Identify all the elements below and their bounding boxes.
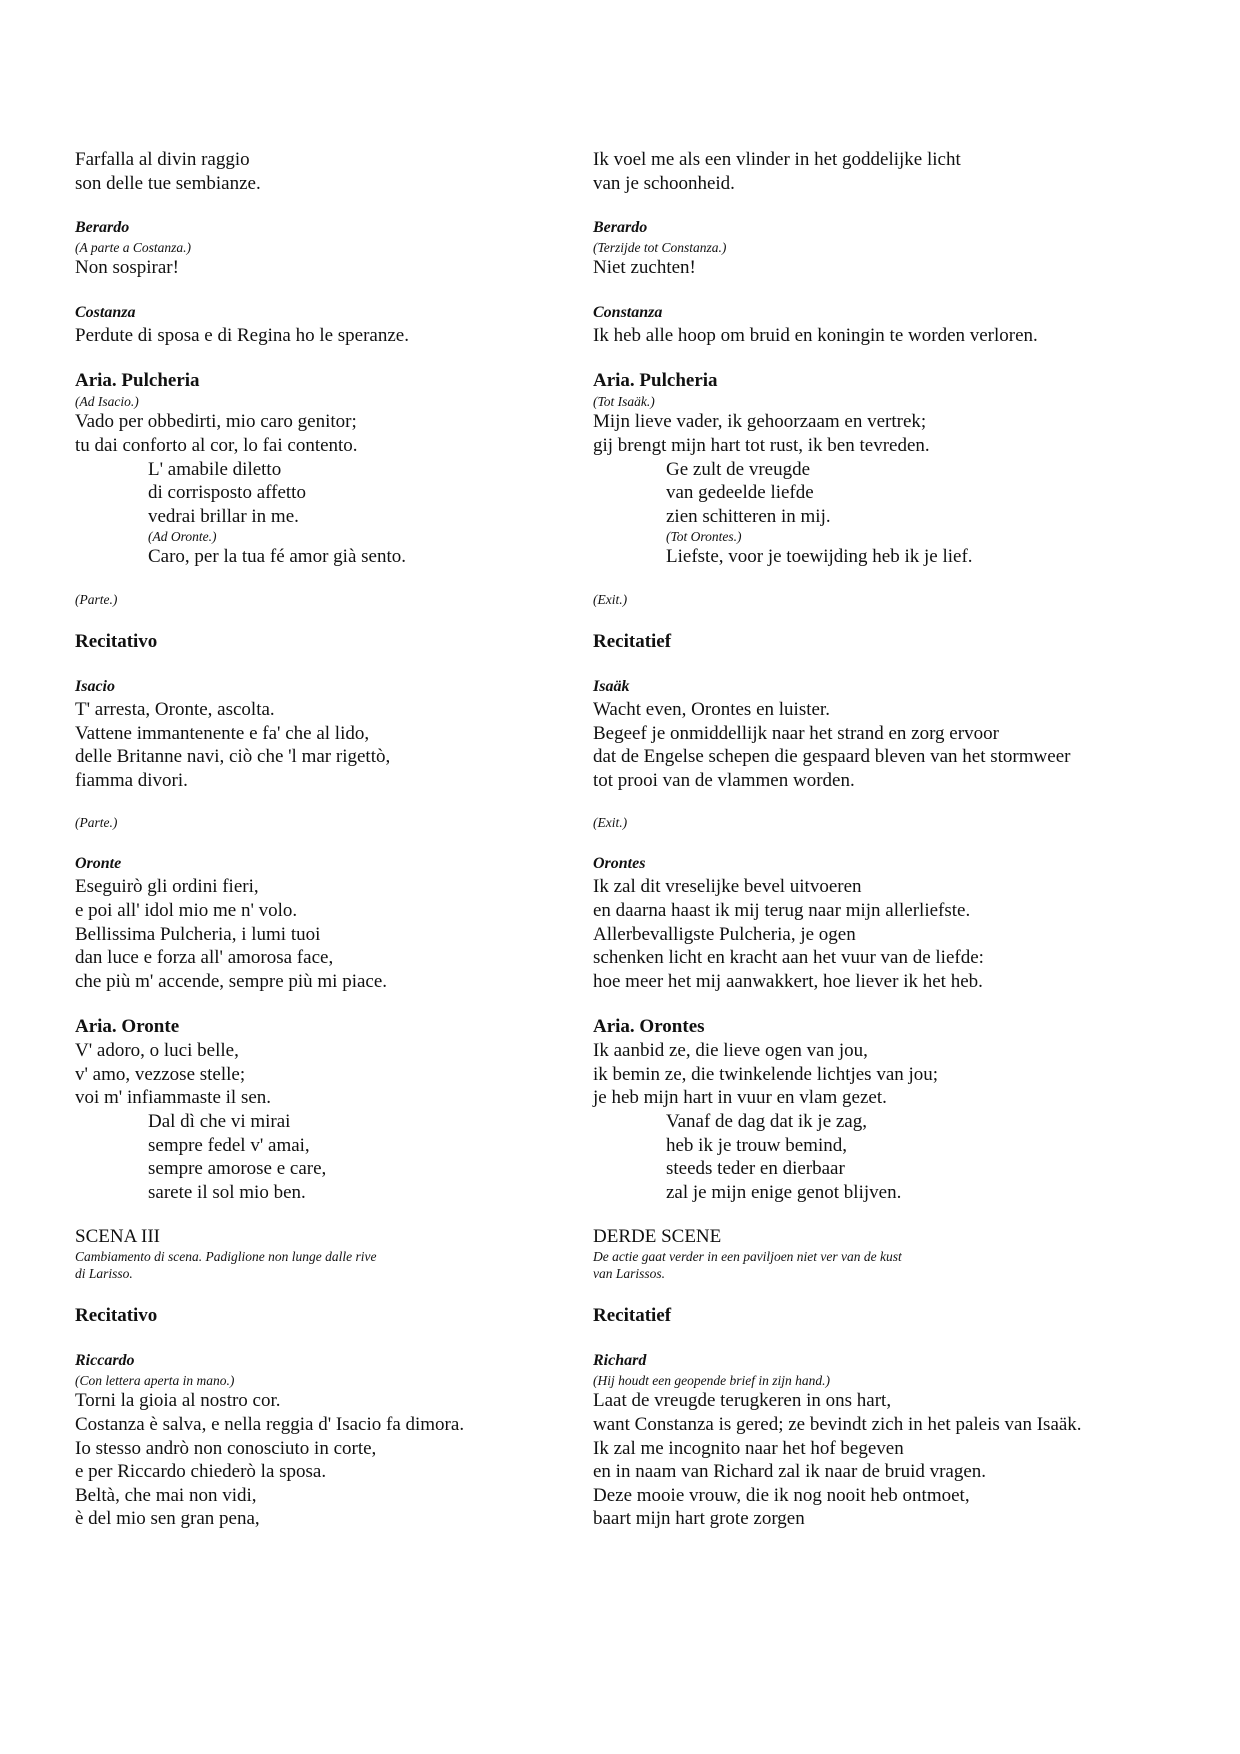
verse-line: gij brengt mijn hart tot rust, ik ben tevreden. — [593, 434, 930, 456]
section-block — [593, 1304, 1193, 1328]
verse-line: Ge zult de vreugde — [666, 458, 811, 480]
speech-block — [75, 676, 575, 792]
stage-direction: (Ad Oronte.) — [148, 529, 217, 545]
verse-line: che più m' accende, sempre più mi piace. — [75, 970, 388, 992]
verse-line: heb ik je trouw bemind, — [666, 1134, 847, 1156]
scene-direction: di Larisso. — [75, 1266, 133, 1282]
aria-heading: Aria. Pulcheria — [75, 370, 200, 392]
verse-line: V' adoro, o luci belle, — [75, 1040, 239, 1062]
verse-line: Bellissima Pulcheria, i lumi tuoi — [75, 923, 321, 945]
aria-heading: Aria. Orontes — [593, 1016, 705, 1038]
verse-line: Torni la gioia al nostro cor. — [75, 1390, 281, 1412]
verse-line: Vado per obbedirti, mio caro genitor; — [75, 411, 357, 433]
stage-direction: (Exit.) — [593, 591, 628, 607]
verse-line: Deze mooie vrouw, die ik nog nooit heb ontmoet, — [593, 1484, 970, 1506]
section-block — [75, 630, 575, 654]
speaker-name: Berardo — [75, 219, 130, 237]
scene-block — [75, 1226, 575, 1282]
verse-line: Ik zal dit vreselijke bevel uitvoeren — [593, 876, 862, 898]
verse-line: tot prooi van de vlammen worden. — [593, 769, 855, 791]
scene-block — [593, 1226, 1193, 1282]
stage-direction: (Hij houdt een geopende brief in zijn hand.) — [593, 1373, 830, 1389]
aria-block — [75, 1015, 575, 1204]
verse-line: T' arresta, Oronte, ascolta. — [75, 698, 275, 720]
verse-line: è del mio sen gran pena, — [75, 1508, 260, 1530]
verse-line: Ik heb alle hoop om bruid en koningin te worden verloren. — [593, 324, 1038, 346]
stage-direction: (Exit.) — [593, 815, 628, 831]
section-heading: Recitatief — [593, 1305, 672, 1327]
exit-block — [593, 591, 1193, 608]
verse-line: Mijn lieve vader, ik gehoorzaam en vertrek; — [593, 411, 927, 433]
verse-line: Costanza è salva, e nella reggia d' Isacio fa dimora. — [75, 1414, 465, 1436]
section-heading: Recitativo — [75, 630, 158, 652]
verse-line: Io stesso andrò non conosciuto in corte, — [75, 1437, 377, 1459]
verse-line: Vanaf de dag dat ik je zag, — [666, 1111, 867, 1133]
verse-line: son delle tue sembianze. — [75, 172, 261, 194]
verse-line: vedrai brillar in me. — [148, 505, 299, 527]
stage-direction: (Con lettera aperta in mano.) — [75, 1373, 235, 1389]
verse-line: e per Riccardo chiederò la sposa. — [75, 1461, 327, 1483]
verse-line: en in naam van Richard zal ik naar de bruid vragen. — [593, 1461, 987, 1483]
speaker-name: Constanza — [593, 303, 663, 321]
verse-line: Begeef je onmiddellijk naar het strand en zorg ervoor — [593, 722, 999, 744]
verse-line: ik bemin ze, die twinkelende lichtjes van jou; — [593, 1063, 939, 1085]
stage-direction: (Parte.) — [75, 815, 118, 831]
verse-line: Farfalla al divin raggio — [75, 149, 250, 170]
verse-line: dat de Engelse schepen die gespaard bleven van het stormweer — [593, 746, 1071, 768]
verse-block — [593, 148, 1193, 195]
section-block — [75, 1304, 575, 1328]
section-block — [593, 630, 1193, 654]
scene-title: DERDE SCENE — [593, 1226, 722, 1248]
section-heading: Recitatief — [593, 630, 672, 652]
verse-line: Liefste, voor je toewijding heb ik je lief. — [666, 546, 973, 568]
speaker-name: Richard — [593, 1352, 647, 1370]
aria-block — [593, 1015, 1193, 1204]
verse-line: sempre fedel v' amai, — [148, 1134, 310, 1156]
verse-line: delle Britanne navi, ciò che 'l mar rigettò, — [75, 746, 391, 768]
verse-line: di corrisposto affetto — [148, 482, 306, 504]
verse-line: tu dai conforto al cor, lo fai contento. — [75, 434, 358, 456]
verse-line: zal je mijn enige genot blijven. — [666, 1181, 902, 1203]
speech-block — [75, 217, 575, 280]
verse-line: van je schoonheid. — [593, 172, 735, 194]
stage-direction: (Ad Isacio.) — [75, 394, 139, 410]
speech-block — [593, 217, 1193, 280]
speech-block — [593, 302, 1193, 348]
verse-line: Beltà, che mai non vidi, — [75, 1484, 257, 1506]
exit-block — [75, 814, 575, 831]
verse-line: schenken licht en kracht aan het vuur van de liefde: — [593, 947, 984, 969]
verse-line: Vattene immantenente e fa' che al lido, — [75, 722, 370, 744]
verse-line: e poi all' idol mio me n' volo. — [75, 899, 298, 921]
speaker-name: Costanza — [75, 303, 136, 321]
scene-direction: De actie gaat verder in een paviljoen niet ver van de kust — [593, 1249, 902, 1265]
verse-line: Ik aanbid ze, die lieve ogen van jou, — [593, 1040, 868, 1062]
verse-line: fiamma divori. — [75, 769, 188, 791]
speech-block — [75, 853, 575, 993]
verse-line: Dal dì che vi mirai — [148, 1111, 291, 1133]
scene-direction: Cambiamento di scena. Padiglione non lunge dalle rive — [75, 1249, 377, 1265]
stage-direction: (Terzijde tot Constanza.) — [593, 240, 727, 256]
speaker-name: Oronte — [75, 855, 122, 873]
speaker-name: Berardo — [593, 219, 648, 237]
scene-title: SCENA III — [75, 1226, 160, 1248]
speech-block — [593, 853, 1193, 993]
scene-direction: van Larissos. — [593, 1266, 666, 1282]
verse-line: zien schitteren in mij. — [666, 505, 831, 527]
verse-line: v' amo, vezzose stelle; — [75, 1063, 246, 1085]
verse-line: Laat de vreugde terugkeren in ons hart, — [593, 1390, 892, 1412]
verse-line: steeds teder en dierbaar — [666, 1158, 845, 1180]
italian-column — [75, 148, 575, 1553]
aria-block — [593, 369, 1193, 569]
verse-line: Ik voel me als een vlinder in het goddelijke licht — [593, 149, 961, 170]
verse-line: van gedeelde liefde — [666, 482, 814, 504]
speaker-name: Orontes — [593, 855, 646, 873]
speech-block — [593, 1350, 1193, 1531]
verse-line: sempre amorose e care, — [148, 1158, 327, 1180]
verse-line: voi m' infiammaste il sen. — [75, 1087, 272, 1109]
speaker-name: Riccardo — [75, 1352, 135, 1370]
stage-direction: (Parte.) — [75, 591, 118, 607]
verse-line: Wacht even, Orontes en luister. — [593, 698, 830, 720]
exit-block — [593, 814, 1193, 831]
verse-line: dan luce e forza all' amorosa face, — [75, 947, 334, 969]
dutch-column — [593, 148, 1193, 1553]
speaker-name: Isacio — [75, 677, 115, 695]
verse-line: je heb mijn hart in vuur en vlam gezet. — [593, 1087, 887, 1109]
verse-line: Ik zal me incognito naar het hof begeven — [593, 1437, 904, 1459]
exit-block — [75, 591, 575, 608]
aria-heading: Aria. Oronte — [75, 1016, 180, 1038]
verse-line: Niet zuchten! — [593, 257, 696, 279]
verse-line: Allerbevalligste Pulcheria, je ogen — [593, 923, 856, 945]
section-heading: Recitativo — [75, 1305, 158, 1327]
verse-line: Perdute di sposa e di Regina ho le speranze. — [75, 324, 409, 346]
verse-line: L' amabile diletto — [148, 458, 282, 480]
verse-line: en daarna haast ik mij terug naar mijn allerliefste. — [593, 899, 971, 921]
verse-line: hoe meer het mij aanwakkert, hoe liever ik het heb. — [593, 970, 983, 992]
stage-direction: (Tot Isaäk.) — [593, 394, 655, 410]
speech-block — [593, 676, 1193, 792]
verse-line: sarete il sol mio ben. — [148, 1181, 306, 1203]
speech-block — [75, 302, 575, 348]
verse-line: Eseguirò gli ordini fieri, — [75, 876, 259, 898]
verse-line: want Constanza is gered; ze bevindt zich in het paleis van Isaäk. — [593, 1414, 1082, 1436]
aria-heading: Aria. Pulcheria — [593, 370, 718, 392]
verse-line: baart mijn hart grote zorgen — [593, 1508, 805, 1530]
speech-block — [75, 1350, 575, 1531]
aria-block — [75, 369, 575, 569]
verse-block — [75, 148, 575, 195]
stage-direction: (A parte a Costanza.) — [75, 240, 192, 256]
verse-line: Non sospirar! — [75, 257, 179, 279]
verse-line: Caro, per la tua fé amor già sento. — [148, 546, 406, 568]
speaker-name: Isaäk — [593, 677, 630, 695]
stage-direction: (Tot Orontes.) — [666, 529, 742, 545]
